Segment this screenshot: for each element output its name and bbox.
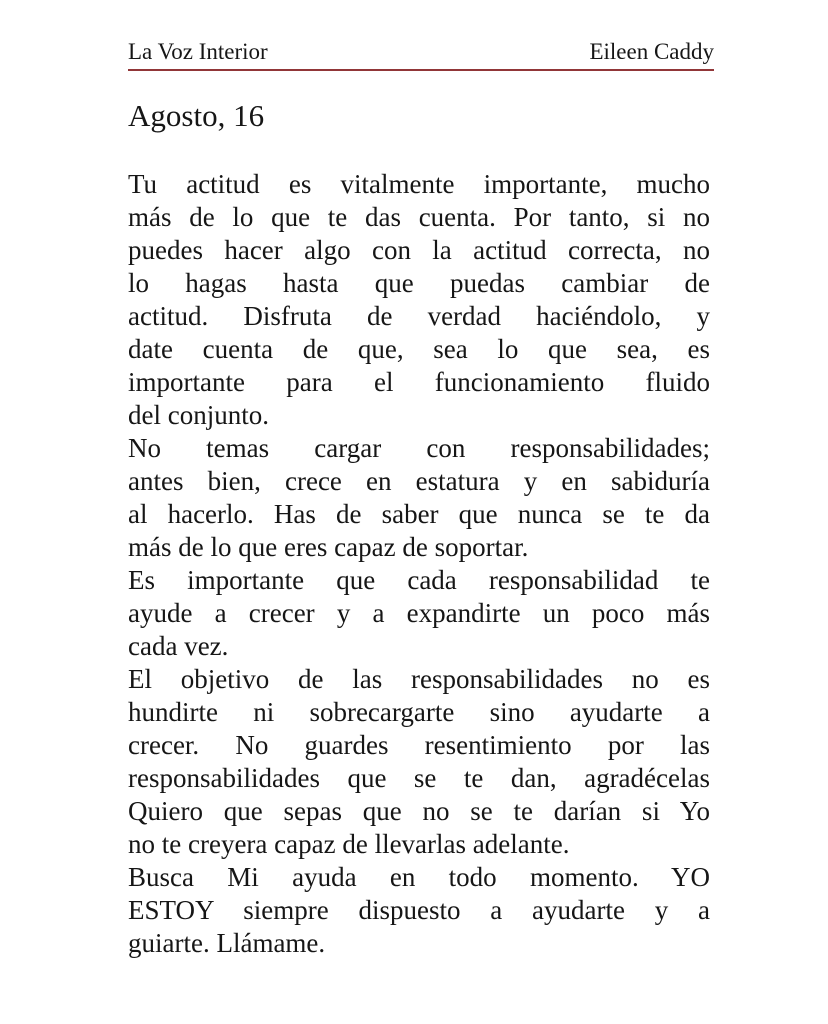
text-line: antes bien, crece en estatura y en sabiduría xyxy=(128,466,710,496)
paragraph xyxy=(128,168,710,432)
body-text xyxy=(128,168,710,960)
text-line: cada vez. xyxy=(128,631,229,661)
paragraph xyxy=(128,564,710,663)
text-line: Es importante que cada responsabilidad te xyxy=(128,565,710,595)
text-line: El objetivo de las responsabilidades no es xyxy=(128,664,710,694)
paragraph xyxy=(128,432,710,564)
text-line: ESTOY siempre dispuesto a ayudarte y a xyxy=(128,895,710,925)
text-line: ayude a crecer y a expandirte un poco más xyxy=(128,598,710,628)
page-header xyxy=(128,38,714,71)
book-title: La Voz Interior xyxy=(128,39,268,64)
paragraph xyxy=(128,861,710,960)
text-line: date cuenta de que, sea lo que sea, es xyxy=(128,334,710,364)
text-line: no te creyera capaz de llevarlas adelante. xyxy=(128,829,570,859)
text-line: Tu actitud es vitalmente importante, mucho xyxy=(128,169,710,199)
text-line: lo hagas hasta que puedas cambiar de xyxy=(128,268,710,298)
text-line: al hacerlo. Has de saber que nunca se te da xyxy=(128,499,710,529)
text-line: guiarte. Llámame. xyxy=(128,928,326,958)
text-line: responsabilidades que se te dan, agradécelas xyxy=(128,763,710,793)
paragraph xyxy=(128,795,710,861)
text-line: No temas cargar con responsabilidades; xyxy=(128,433,710,463)
text-line: más de lo que eres capaz de soportar. xyxy=(128,532,529,562)
text-line: actitud. Disfruta de verdad haciéndolo, y xyxy=(128,301,710,331)
text-line: crecer. No guardes resentimiento por las xyxy=(128,730,710,760)
text-line: hundirte ni sobrecargarte sino ayudarte a xyxy=(128,697,710,727)
text-line: del conjunto. xyxy=(128,400,269,430)
date-heading: Agosto, 16 xyxy=(128,98,265,133)
text-line: Busca Mi ayuda en todo momento. YO xyxy=(128,862,710,892)
text-line: más de lo que te das cuenta. Por tanto, si no xyxy=(128,202,710,232)
author-name: Eileen Caddy xyxy=(589,39,714,64)
paragraph xyxy=(128,663,710,795)
text-line: Quiero que sepas que no se te darían si Yo xyxy=(128,796,710,826)
text-line: importante para el funcionamiento fluido xyxy=(128,367,710,397)
text-line: puedes hacer algo con la actitud correcta, no xyxy=(128,235,710,265)
